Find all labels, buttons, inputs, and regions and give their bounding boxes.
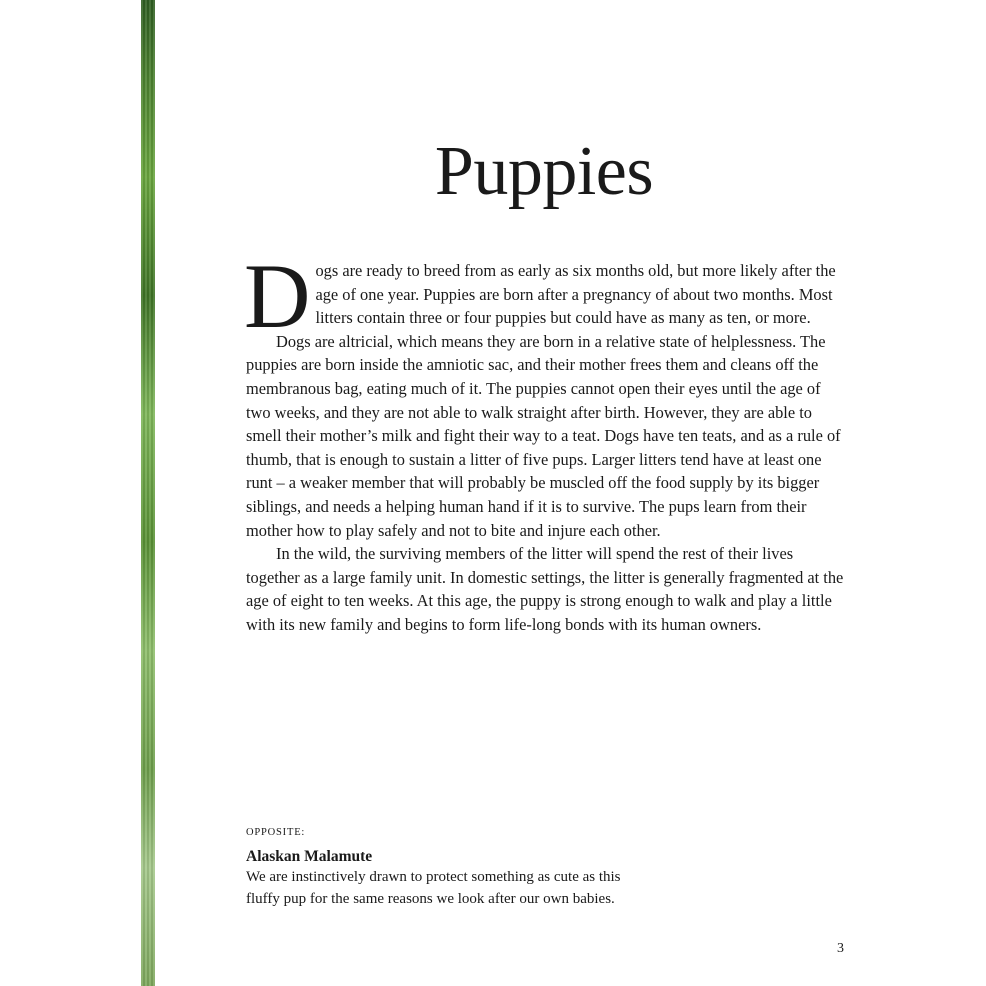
drop-cap: D <box>244 245 311 347</box>
paragraph-1 <box>244 245 844 347</box>
page-number: 3 <box>837 941 844 956</box>
paragraph-3: In the wild, the surviving members of the litter will spend the rest of their lives together as a large family unit. In domestic settings, the litter is generally fragmented at the age of eight to ten weeks. At this age, the puppy is strong enough to walk and play a little with its new family and begins to form life-long bonds with its human owners. <box>246 544 844 634</box>
paragraph-2: Dogs are altricial, which means they are born in a relative state of helplessness. The puppies are born inside the amniotic sac, and their mother frees them and cleans off the membranous bag, eating much of it. The puppies cannot open their eyes until the age of two weeks, and they are not able to walk straight after birth. However, they are able to smell their mother’s milk and fight their way to a teat. Dogs have ten teats, and as a rule of thumb, that is enough to sustain a litter of five pups. Larger litters tend have at least one runt – a weaker member that will probably be muscled off the food supply by its bigger siblings, and needs a helping human hand if it is to survive. The pups learn from their mother how to play safely and not to bite and injure each other. <box>246 331 841 540</box>
caption-title: Alaskan Malamute <box>246 848 373 865</box>
photo-caption <box>246 826 666 910</box>
caption-text: We are instinctively drawn to protect something as cute as this fluffy pup for the same reasons we look after our own babies. <box>246 869 621 907</box>
paragraph-1-text: ogs are ready to breed from as early as six months old, but more likely after the age of one year. Puppies are born after a pregnancy of about two months. Most litters contain three or four puppies but could have as many as ten, or more. <box>315 261 836 328</box>
caption-kicker: OPPOSITE: <box>246 827 306 838</box>
page-title: Puppies <box>434 133 654 210</box>
photo-edge-strip <box>141 0 155 986</box>
body-text <box>244 245 844 637</box>
